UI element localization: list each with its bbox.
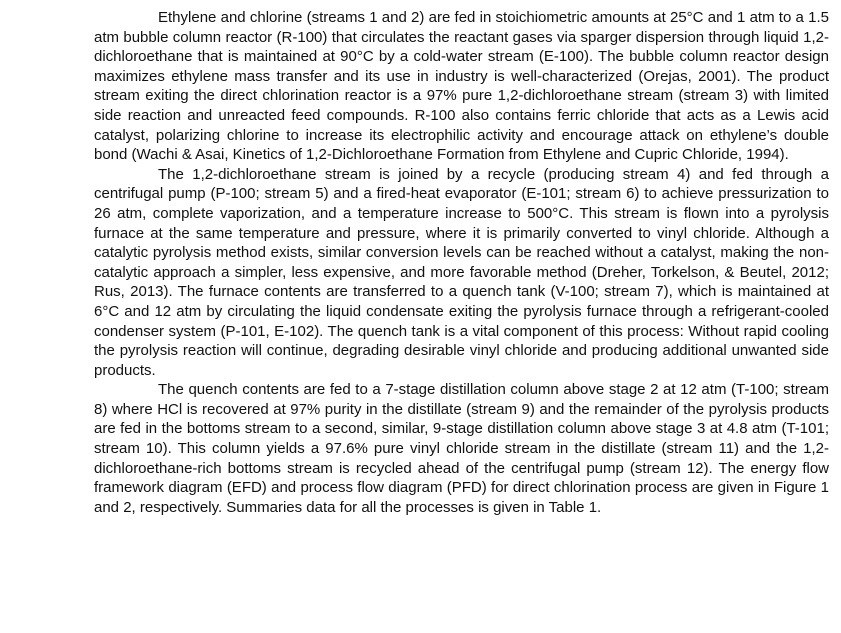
paragraph-distillation: The quench contents are fed to a 7-stage distillation column above stage 2 at 12 atm (T-100; stream 8) where HCl is recovered at 97% purity in the distillate (stream 9) and the remainder of the pyrolysis products are fed in the bottoms stream to a second, similar, 9-stage distillation column above stage 3 at 4.8 atm (T-101; stream 10). This column yields a 97.6% pure vinyl chloride stream in the distillate (stream 11) and the 1,2-dichloroethane-rich bottoms stream is recycled ahead of the centrifugal pump (stream 12). The energy flow framework diagram (EFD) and process flow diagram (PFD) for direct chlorination process are given in Figure 1 and 2, respectively. Summaries data for all the processes is given in Table 1. <box>94 381 829 516</box>
paragraph-direct-chlorination: Ethylene and chlorine (streams 1 and 2) are fed in stoichiometric amounts at 25°C and 1 atm to a 1.5 atm bubble column reactor (R-100) that circulates the reactant gases via sparger dispersion through liquid 1,2-dichloroethane that is maintained at 90°C by a cold-water stream (E-100). The bubble column reactor design maximizes ethylene mass transfer and its use in industry is well-characterized (Orejas, 2001). The product stream exiting the direct chlorination reactor is a 97% pure 1,2-dichloroethane stream (stream 3) with limited side reaction and unreacted feed compounds. R-100 also contains ferric chloride that acts as a Lewis acid catalyst, polarizing chlorine to increase its electrophilic activity and encourage attack on ethylene’s double bond (Wachi & Asai, Kinetics of 1,2-Dichloroethane Formation from Ethylene and Cupric Chloride, 1994). <box>94 9 829 164</box>
document-body <box>94 8 829 517</box>
paragraph-pyrolysis-quench: The 1,2-dichloroethane stream is joined by a recycle (producing stream 4) and fed through a centrifugal pump (P-100; stream 5) and a fired-heat evaporator (E-101; stream 6) to achieve pressurization to 26 atm, complete vaporization, and a temperature increase to 500°C. This stream is flown into a pyrolysis furnace at the same temperature and pressure, where it is primarily converted to vinyl chloride. Although a catalytic pyrolysis method exists, similar conversion levels can be reached without a catalyst, making the non-catalytic approach a simpler, less expensive, and more favorable method (Dreher, Torkelson, & Beutel, 2012; Rus, 2013). The furnace contents are transferred to a quench tank (V-100; stream 7), which is maintained at 6°C and 12 atm by circulating the liquid condensate exiting the pyrolysis furnace through a refrigerant-cooled condenser system (P-101, E-102). The quench tank is a vital component of this process: Without rapid cooling the pyrolysis reaction will continue, degrading desirable vinyl chloride and producing additional unwanted side products. <box>94 165 829 379</box>
